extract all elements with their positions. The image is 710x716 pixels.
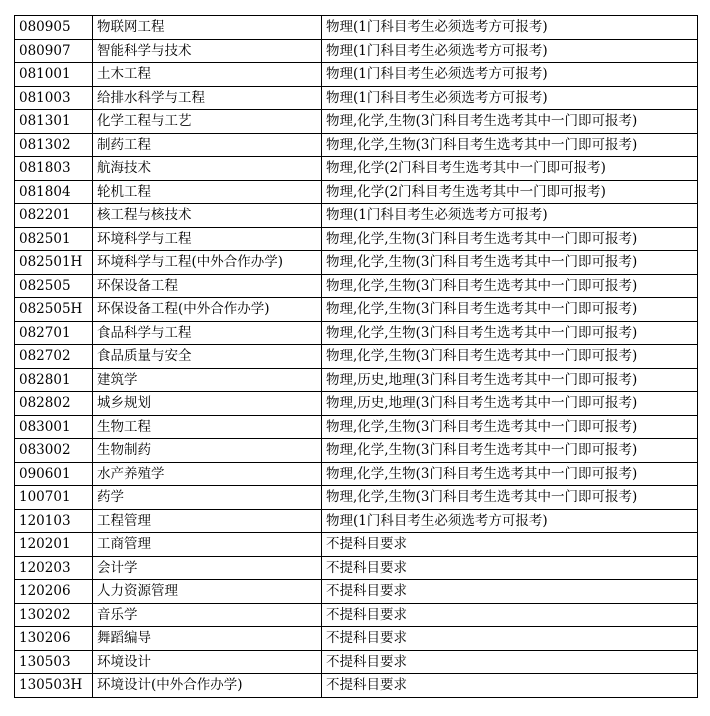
table-row	[15, 345, 698, 369]
subject-requirement-cell: 物理,历史,地理(3门科目考生选考其中一门即可报考)	[322, 392, 698, 416]
table-row	[15, 321, 698, 345]
major-name-cell: 化学工程与工艺	[93, 110, 322, 134]
table-row	[15, 110, 698, 134]
table-row	[15, 251, 698, 275]
major-code-cell: 081803	[15, 157, 93, 181]
major-name-cell: 水产养殖学	[93, 462, 322, 486]
major-code-cell: 130206	[15, 627, 93, 651]
major-code-cell: 130503	[15, 650, 93, 674]
table-row	[15, 204, 698, 228]
major-name-cell: 人力资源管理	[93, 580, 322, 604]
major-code-cell: 100701	[15, 486, 93, 510]
table-body	[15, 16, 698, 698]
table-row	[15, 556, 698, 580]
major-name-cell: 食品质量与安全	[93, 345, 322, 369]
subject-requirement-cell: 物理(1门科目考生必须选考方可报考)	[322, 204, 698, 228]
major-name-cell: 食品科学与工程	[93, 321, 322, 345]
major-requirements-table	[14, 15, 698, 698]
major-code-cell: 082701	[15, 321, 93, 345]
subject-requirement-cell: 物理,化学(2门科目考生选考其中一门即可报考)	[322, 180, 698, 204]
major-name-cell: 城乡规划	[93, 392, 322, 416]
table-row	[15, 39, 698, 63]
subject-requirement-cell: 物理(1门科目考生必须选考方可报考)	[322, 86, 698, 110]
major-name-cell: 工程管理	[93, 509, 322, 533]
major-code-cell: 081301	[15, 110, 93, 134]
major-code-cell: 080905	[15, 16, 93, 40]
table-row	[15, 274, 698, 298]
subject-requirement-cell: 不提科目要求	[322, 650, 698, 674]
table-row	[15, 227, 698, 251]
major-code-cell: 081001	[15, 63, 93, 87]
subject-requirement-cell: 不提科目要求	[322, 674, 698, 698]
subject-requirement-cell: 物理(1门科目考生必须选考方可报考)	[322, 63, 698, 87]
table-row	[15, 415, 698, 439]
major-name-cell: 环保设备工程	[93, 274, 322, 298]
major-code-cell: 082801	[15, 368, 93, 392]
major-code-cell: 120203	[15, 556, 93, 580]
table-row	[15, 674, 698, 698]
table-row	[15, 462, 698, 486]
major-name-cell: 环境设计	[93, 650, 322, 674]
subject-requirement-cell: 物理,化学,生物(3门科目考生选考其中一门即可报考)	[322, 110, 698, 134]
subject-requirement-cell: 物理,历史,地理(3门科目考生选考其中一门即可报考)	[322, 368, 698, 392]
subject-requirement-cell: 物理,化学,生物(3门科目考生选考其中一门即可报考)	[322, 251, 698, 275]
subject-requirement-cell: 不提科目要求	[322, 556, 698, 580]
major-code-cell: 082505	[15, 274, 93, 298]
table-row	[15, 650, 698, 674]
major-name-cell: 给排水科学与工程	[93, 86, 322, 110]
major-name-cell: 环境科学与工程(中外合作办学)	[93, 251, 322, 275]
table-row	[15, 16, 698, 40]
major-name-cell: 航海技术	[93, 157, 322, 181]
major-name-cell: 物联网工程	[93, 16, 322, 40]
major-code-cell: 082505H	[15, 298, 93, 322]
major-name-cell: 环境科学与工程	[93, 227, 322, 251]
major-name-cell: 药学	[93, 486, 322, 510]
major-code-cell: 083001	[15, 415, 93, 439]
table-row	[15, 368, 698, 392]
major-code-cell: 082501	[15, 227, 93, 251]
subject-requirement-cell: 物理(1门科目考生必须选考方可报考)	[322, 509, 698, 533]
table-row	[15, 298, 698, 322]
subject-requirement-cell: 物理,化学,生物(3门科目考生选考其中一门即可报考)	[322, 415, 698, 439]
subject-requirement-cell: 不提科目要求	[322, 580, 698, 604]
subject-requirement-cell: 物理,化学,生物(3门科目考生选考其中一门即可报考)	[322, 439, 698, 463]
table-row	[15, 580, 698, 604]
major-code-cell: 081804	[15, 180, 93, 204]
major-name-cell: 工商管理	[93, 533, 322, 557]
subject-requirement-cell: 物理,化学,生物(3门科目考生选考其中一门即可报考)	[322, 274, 698, 298]
subject-requirement-cell: 物理,化学,生物(3门科目考生选考其中一门即可报考)	[322, 345, 698, 369]
table-row	[15, 86, 698, 110]
major-code-cell: 130202	[15, 603, 93, 627]
subject-requirement-cell: 不提科目要求	[322, 533, 698, 557]
major-code-cell: 083002	[15, 439, 93, 463]
table-row	[15, 157, 698, 181]
table-row	[15, 603, 698, 627]
table-row	[15, 133, 698, 157]
subject-requirement-cell: 物理(1门科目考生必须选考方可报考)	[322, 39, 698, 63]
subject-requirement-cell: 物理(1门科目考生必须选考方可报考)	[322, 16, 698, 40]
subject-requirement-cell: 物理,化学(2门科目考生选考其中一门即可报考)	[322, 157, 698, 181]
major-code-cell: 081302	[15, 133, 93, 157]
major-code-cell: 082802	[15, 392, 93, 416]
subject-requirement-cell: 物理,化学,生物(3门科目考生选考其中一门即可报考)	[322, 298, 698, 322]
major-code-cell: 082702	[15, 345, 93, 369]
major-code-cell: 082501H	[15, 251, 93, 275]
table-row	[15, 627, 698, 651]
major-name-cell: 舞蹈编导	[93, 627, 322, 651]
table-row	[15, 533, 698, 557]
major-name-cell: 核工程与核技术	[93, 204, 322, 228]
subject-requirement-cell: 物理,化学,生物(3门科目考生选考其中一门即可报考)	[322, 462, 698, 486]
table-row	[15, 392, 698, 416]
major-code-cell: 130503H	[15, 674, 93, 698]
major-name-cell: 制药工程	[93, 133, 322, 157]
table-row	[15, 486, 698, 510]
major-name-cell: 会计学	[93, 556, 322, 580]
major-code-cell: 120103	[15, 509, 93, 533]
subject-requirement-cell: 物理,化学,生物(3门科目考生选考其中一门即可报考)	[322, 227, 698, 251]
subject-requirement-cell: 不提科目要求	[322, 603, 698, 627]
subject-requirement-cell: 物理,化学,生物(3门科目考生选考其中一门即可报考)	[322, 486, 698, 510]
major-code-cell: 120201	[15, 533, 93, 557]
table-row	[15, 180, 698, 204]
major-code-cell: 080907	[15, 39, 93, 63]
major-name-cell: 土木工程	[93, 63, 322, 87]
major-name-cell: 智能科学与技术	[93, 39, 322, 63]
table-row	[15, 509, 698, 533]
table-row	[15, 439, 698, 463]
subject-requirement-cell: 物理,化学,生物(3门科目考生选考其中一门即可报考)	[322, 321, 698, 345]
major-name-cell: 轮机工程	[93, 180, 322, 204]
major-name-cell: 生物制药	[93, 439, 322, 463]
table-row	[15, 63, 698, 87]
major-code-cell: 081003	[15, 86, 93, 110]
major-code-cell: 090601	[15, 462, 93, 486]
major-code-cell: 120206	[15, 580, 93, 604]
major-code-cell: 082201	[15, 204, 93, 228]
major-name-cell: 生物工程	[93, 415, 322, 439]
major-name-cell: 音乐学	[93, 603, 322, 627]
subject-requirement-cell: 不提科目要求	[322, 627, 698, 651]
major-name-cell: 环保设备工程(中外合作办学)	[93, 298, 322, 322]
major-name-cell: 环境设计(中外合作办学)	[93, 674, 322, 698]
major-name-cell: 建筑学	[93, 368, 322, 392]
subject-requirement-cell: 物理,化学,生物(3门科目考生选考其中一门即可报考)	[322, 133, 698, 157]
